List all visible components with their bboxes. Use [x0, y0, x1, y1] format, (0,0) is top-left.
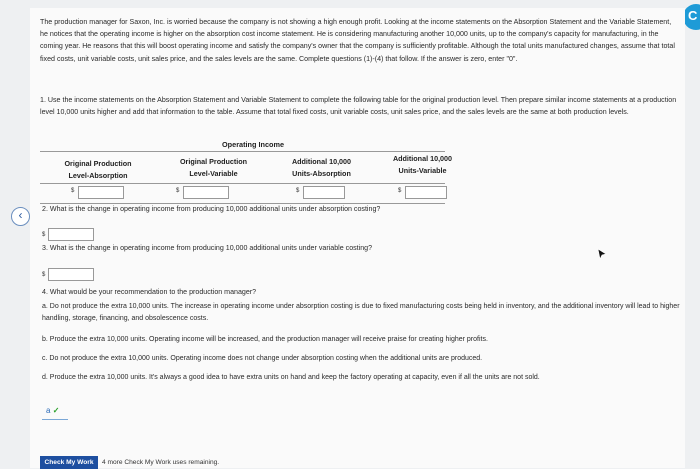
table-title: Operating Income: [222, 140, 285, 149]
option-b: b. Produce the extra 10,000 units. Operating income will be increased, and the production manager will receive praise for creating higher profits.: [42, 336, 488, 343]
col-header-3: Additional 10,000 Units-Absorption: [291, 157, 352, 178]
currency-symbol: $: [42, 232, 46, 238]
absorption-change-input[interactable]: [48, 228, 94, 241]
option-a: a. Do not produce the extra 10,000 units. The increase in operating income under absorption costing is due to fixed manufacturing costs being held in inventory, and the additional inventory will lead to higher handling, storage, financing, and obsolescence costs.: [42, 303, 680, 323]
table-divider: [40, 151, 445, 152]
absorption-original-input[interactable]: [78, 186, 124, 199]
previous-nav-button[interactable]: [11, 207, 30, 226]
check-my-work-button[interactable]: Check My Work: [40, 456, 98, 469]
currency-symbol: $: [42, 272, 46, 278]
col-header-2: Original Production Level-Variable: [179, 157, 248, 178]
question-panel: [30, 8, 685, 468]
currency-symbol: $: [71, 188, 75, 194]
question-2-text: 2. What is the change in operating income from producing 10,000 additional units under absorption costing?: [42, 205, 381, 213]
remaining-uses-text: 4 more Check My Work uses remaining.: [102, 459, 220, 466]
chevron-right-icon: C: [688, 8, 698, 23]
selected-answer[interactable]: a ✓: [46, 406, 60, 415]
variable-additional-input[interactable]: [405, 186, 447, 199]
currency-symbol: $: [398, 188, 402, 194]
col-header-4: Additional 10,000 Units-Variable: [392, 154, 453, 175]
variable-original-input[interactable]: [183, 186, 229, 199]
absorption-additional-input[interactable]: [303, 186, 345, 199]
option-d: d. Produce the extra 10,000 units. It's always a good idea to have extra units on hand and keep the factory operating at capacity, even if all the units are not sold.: [42, 374, 540, 381]
currency-symbol: $: [176, 188, 180, 194]
answer-underline: [42, 419, 68, 420]
option-c: c. Do not produce the extra 10,000 units. Operating income does not change under absorption costing when the additional units are produced.: [42, 355, 483, 362]
question-1-text: 1. Use the income statements on the Absorption Statement and Variable Statement to complete the following table for the original production level. Then prepare similar income statements at a production level 10,000 units higher and add that information to the table. Assume that total fixed costs, unit variable costs, unit sales price, and the sales levels are the same at both production levels.: [40, 96, 677, 117]
next-nav-button[interactable]: [683, 4, 700, 30]
mouse-cursor-icon: [597, 248, 607, 260]
table-bottom-divider: [40, 203, 445, 204]
question-3-text: 3. What is the change in operating income from producing 10,000 additional units under variable costing?: [42, 244, 373, 252]
chevron-left-icon: ‹: [18, 208, 23, 222]
table-header-divider: [40, 183, 445, 184]
currency-symbol: $: [296, 188, 300, 194]
variable-change-input[interactable]: [48, 268, 94, 281]
problem-intro: The production manager for Saxon, Inc. is worried because the company is not showing a high enough profit. Looking at the income statements on the Absorption Statement and the Variable Statement, he notices that the operating income is higher on the absorption cost income statement. He is considering manufacturing another 10,000 units, up to the company's capacity for manufacturing, in the coming year. He reasons that this will boost operating income and satisfy the company's owner that the company is sufficiently profitable. Although the total units manufactured changes, assume that total fixed costs, unit variable costs, unit sales price, and the sales levels are the same. Complete questions (1)-(4) that follow. If the answer is zero, enter "0".: [40, 18, 675, 63]
question-4-text: 4. What would be your recommendation to the production manager?: [42, 288, 257, 296]
checkmark-icon: ✓: [52, 406, 60, 415]
col-header-1: Original Production Level-Absorption: [64, 159, 132, 180]
